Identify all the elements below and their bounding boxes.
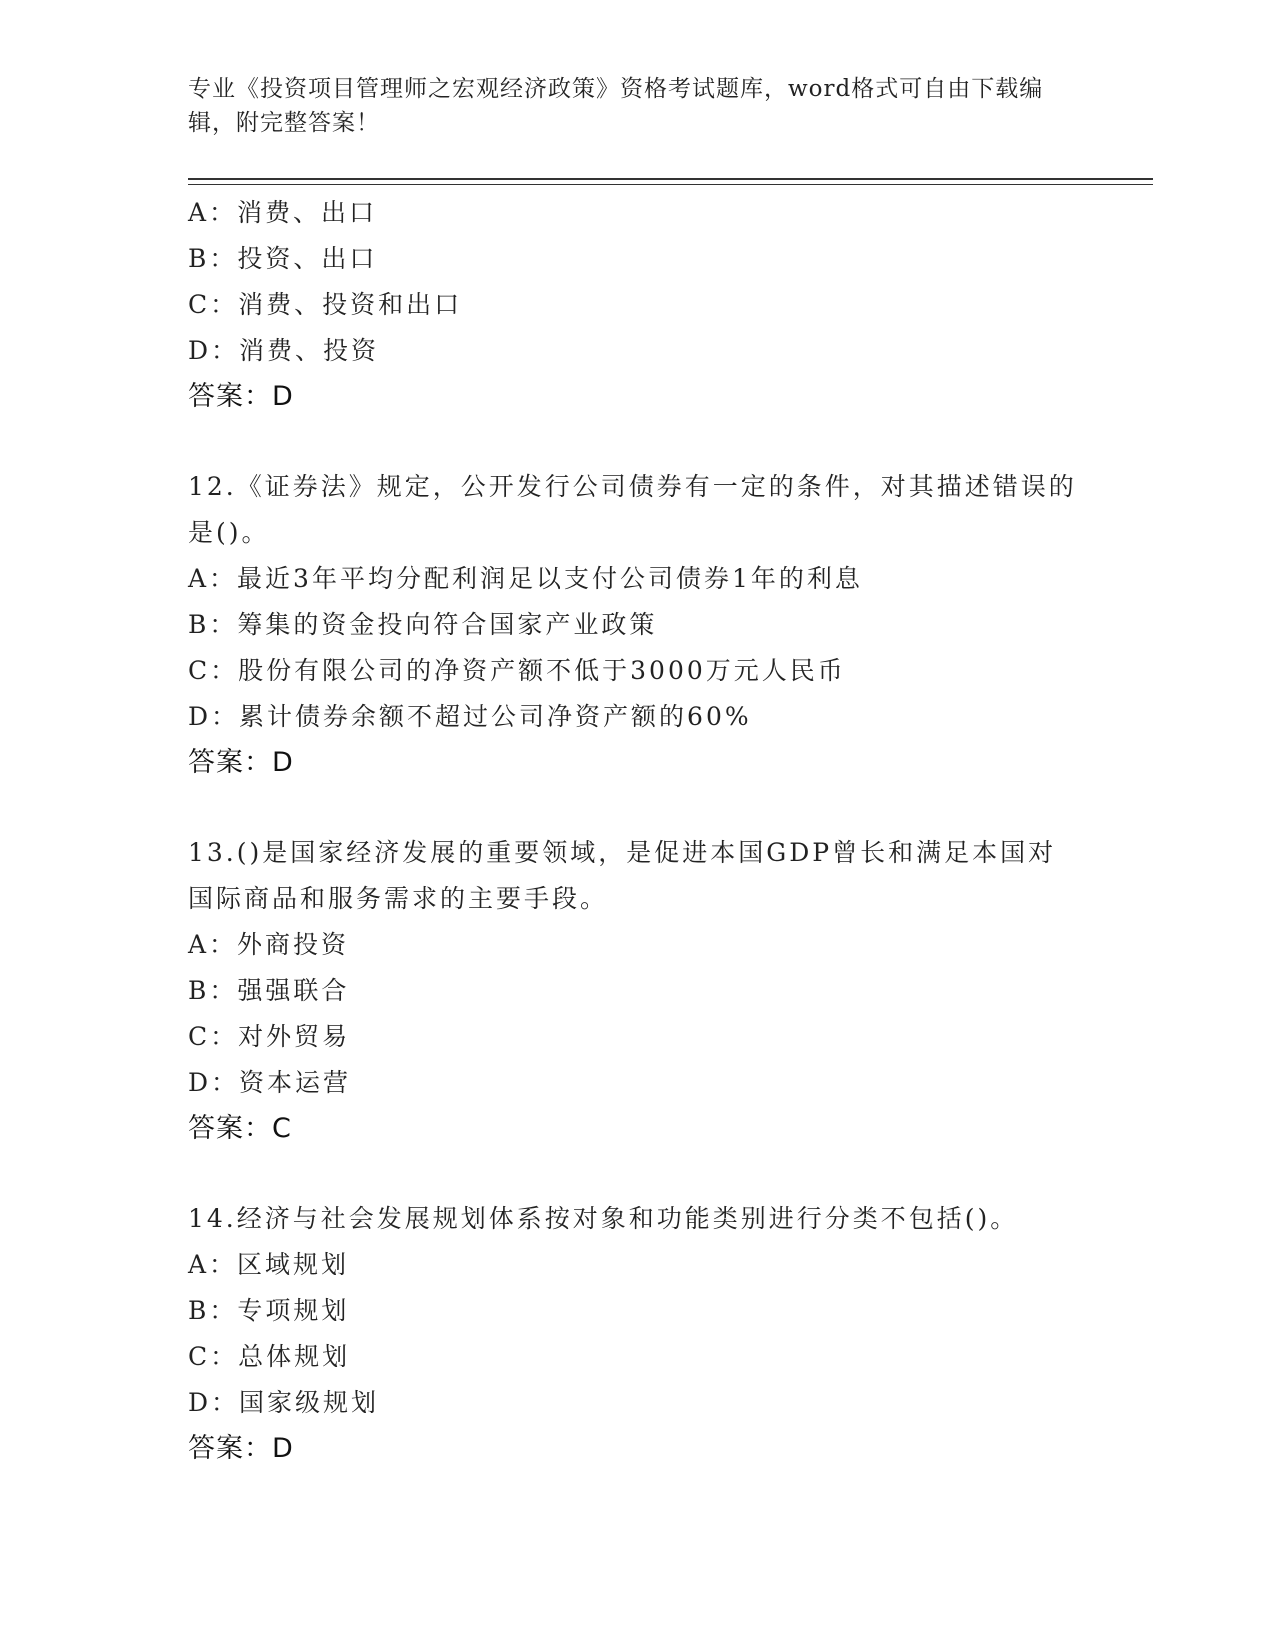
option-a: A：外商投资 <box>188 930 350 959</box>
answer-line: 答案：D <box>188 381 294 412</box>
document-intro: 专业《投资项目管理师之宏观经济政策》资格考试题库，word格式可自由下载编辑，附完整答案！ <box>188 76 1044 136</box>
option-d: D：资本运营 <box>188 1068 352 1097</box>
option-d: D：累计债券余额不超过公司净资产额的60% <box>188 702 752 731</box>
answer-line: 答案：D <box>188 1433 294 1464</box>
question-12 <box>188 464 1153 786</box>
option-d: D：消费、投资 <box>188 336 380 365</box>
question-11 <box>188 190 1153 420</box>
header-rule-thick <box>188 178 1153 180</box>
option-b: B：专项规划 <box>188 1296 350 1325</box>
answer-line: 答案：D <box>188 747 294 778</box>
question-13 <box>188 830 1153 1152</box>
header-rule-thin <box>188 184 1153 185</box>
question-text: 12.《证券法》规定，公开发行公司债券有一定的条件，对其描述错误的是()。 <box>188 472 1077 547</box>
question-list <box>188 190 1153 1472</box>
option-c: C：消费、投资和出口 <box>188 290 463 319</box>
question-text: 13.()是国家经济发展的重要领域，是促进本国GDP曾长和满足本国对国际商品和服务需求的主要手段。 <box>188 838 1057 913</box>
option-a: A：区域规划 <box>188 1250 350 1279</box>
option-b: B：筹集的资金投向符合国家产业政策 <box>188 610 658 639</box>
question-14 <box>188 1196 1153 1472</box>
answer-line: 答案：C <box>188 1113 292 1144</box>
option-b: B：投资、出口 <box>188 244 378 273</box>
option-d: D：国家级规划 <box>188 1388 380 1417</box>
option-a: A：最近3年平均分配利润足以支付公司债券1年的利息 <box>188 564 863 593</box>
option-c: C：总体规划 <box>188 1342 351 1371</box>
option-c: C：股份有限公司的净资产额不低于3000万元人民币 <box>188 656 846 685</box>
option-b: B：强强联合 <box>188 976 350 1005</box>
question-text: 14.经济与社会发展规划体系按对象和功能类别进行分类不包括()。 <box>188 1204 1019 1233</box>
option-c: C：对外贸易 <box>188 1022 351 1051</box>
option-a: A：消费、出口 <box>188 198 378 227</box>
